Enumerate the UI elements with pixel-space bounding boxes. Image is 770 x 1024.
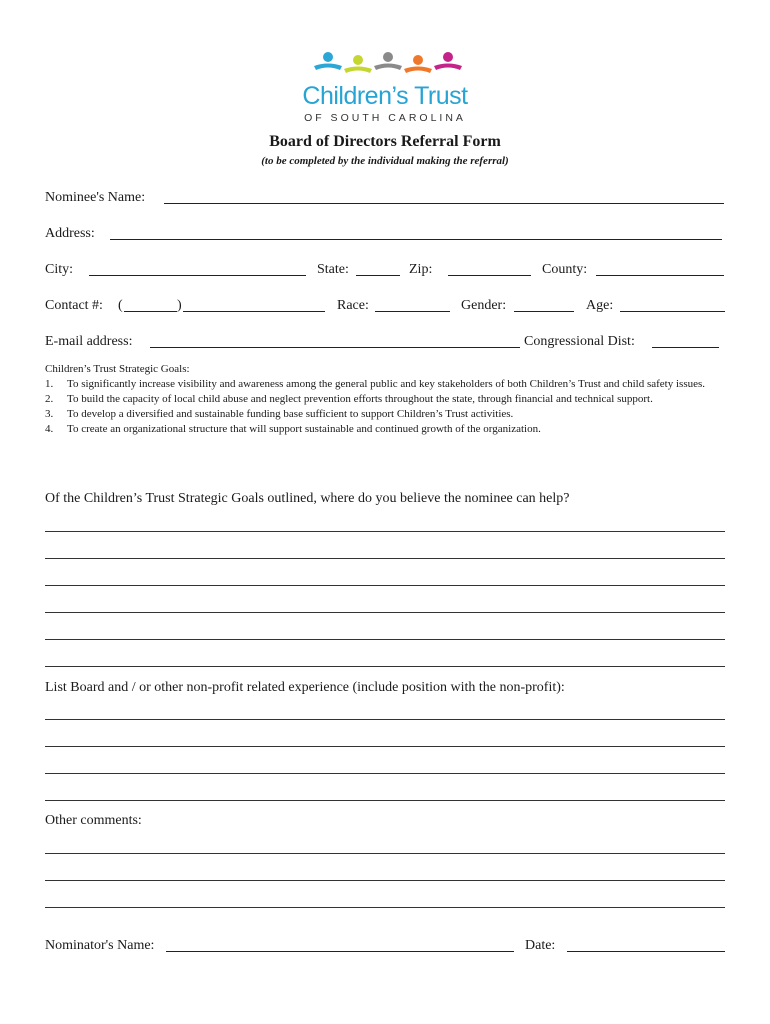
comments-answer-line-3[interactable] [45,907,725,908]
comments-answer-line-2[interactable] [45,880,725,881]
zip-field[interactable] [448,275,531,276]
zip-label: Zip: [409,262,433,277]
date-field[interactable] [567,951,725,952]
experience-question: List Board and / or other non-profit related experience (include position with the non-profit): [45,680,565,695]
city-label: City: [45,262,74,277]
goals-heading: Children’s Trust Strategic Goals: [45,363,190,375]
address-field[interactable] [110,239,722,240]
email-field[interactable] [150,347,520,348]
age-field[interactable] [620,311,725,312]
form-title: Board of Directors Referral Form [269,133,501,150]
nominee-name-label: Nominee's Name: [45,190,146,205]
experience-answer-line-4[interactable] [45,800,725,801]
goal-text: To develop a diversified and sustainable funding base sufficient to support Children’s Trust activities. [67,408,514,420]
list-item: 1. To significantly increase visibility and awareness among the general public and key stakeholders of both Children’s Trust and child safety issues. [45,378,706,390]
help-answer-line-3[interactable] [45,585,725,586]
state-field[interactable] [356,275,400,276]
congressional-dist-label: Congressional Dist: [524,334,635,349]
contact-number-field[interactable] [183,311,325,312]
goal-text: To build the capacity of local child abuse and neglect prevention efforts throughout the state, through financial and technical support. [67,393,653,405]
help-answer-line-2[interactable] [45,558,725,559]
logo-subtitle: OF SOUTH CAROLINA [304,112,466,124]
help-question: Of the Children’s Trust Strategic Goals outlined, where do you believe the nominee can help? [45,491,570,506]
comments-question: Other comments: [45,813,142,828]
gender-label: Gender: [461,298,507,313]
experience-answer-line-2[interactable] [45,746,725,747]
congressional-dist-field[interactable] [652,347,719,348]
age-label: Age: [586,298,614,313]
logo-wordmark: Children’s Trust [302,82,468,110]
nominator-name-field[interactable] [166,951,514,952]
county-label: County: [542,262,588,277]
state-label: State: [317,262,349,277]
contact-paren-open: ( [118,298,123,313]
contact-paren-close: ) [177,298,182,313]
race-field[interactable] [375,311,450,312]
contact-label: Contact #: [45,298,103,313]
experience-answer-line-3[interactable] [45,773,725,774]
strategic-goals [45,362,725,437]
childrens-trust-logo-figures-icon [312,50,468,80]
email-label: E-mail address: [45,334,133,349]
list-item: 3. To develop a diversified and sustainable funding base sufficient to support Children’s Trust activities. [45,408,514,420]
form-subtitle: (to be completed by the individual making the referral) [261,155,509,167]
contact-area-code-field[interactable] [124,311,177,312]
address-label: Address: [45,226,95,241]
race-label: Race: [337,298,369,313]
help-answer-line-6[interactable] [45,666,725,667]
city-field[interactable] [89,275,306,276]
list-item: 4. To create an organizational structure that will support sustainable and continued growth of the organization. [45,423,541,435]
goal-text: To significantly increase visibility and awareness among the general public and key stakeholders of both Children’s Trust and child safety issues. [67,378,706,390]
nominee-name-field[interactable] [164,203,724,204]
list-item: 2. To build the capacity of local child abuse and neglect prevention efforts throughout the state, through financial and technical support. [45,393,653,405]
gender-field[interactable] [514,311,574,312]
experience-answer-line-1[interactable] [45,719,725,720]
goal-text: To create an organizational structure that will support sustainable and continued growth of the organization. [67,423,541,435]
county-field[interactable] [596,275,724,276]
help-answer-line-4[interactable] [45,612,725,613]
date-label: Date: [525,938,556,953]
comments-answer-line-1[interactable] [45,853,725,854]
nominator-name-label: Nominator's Name: [45,938,155,953]
help-answer-line-5[interactable] [45,639,725,640]
help-answer-line-1[interactable] [45,531,725,532]
